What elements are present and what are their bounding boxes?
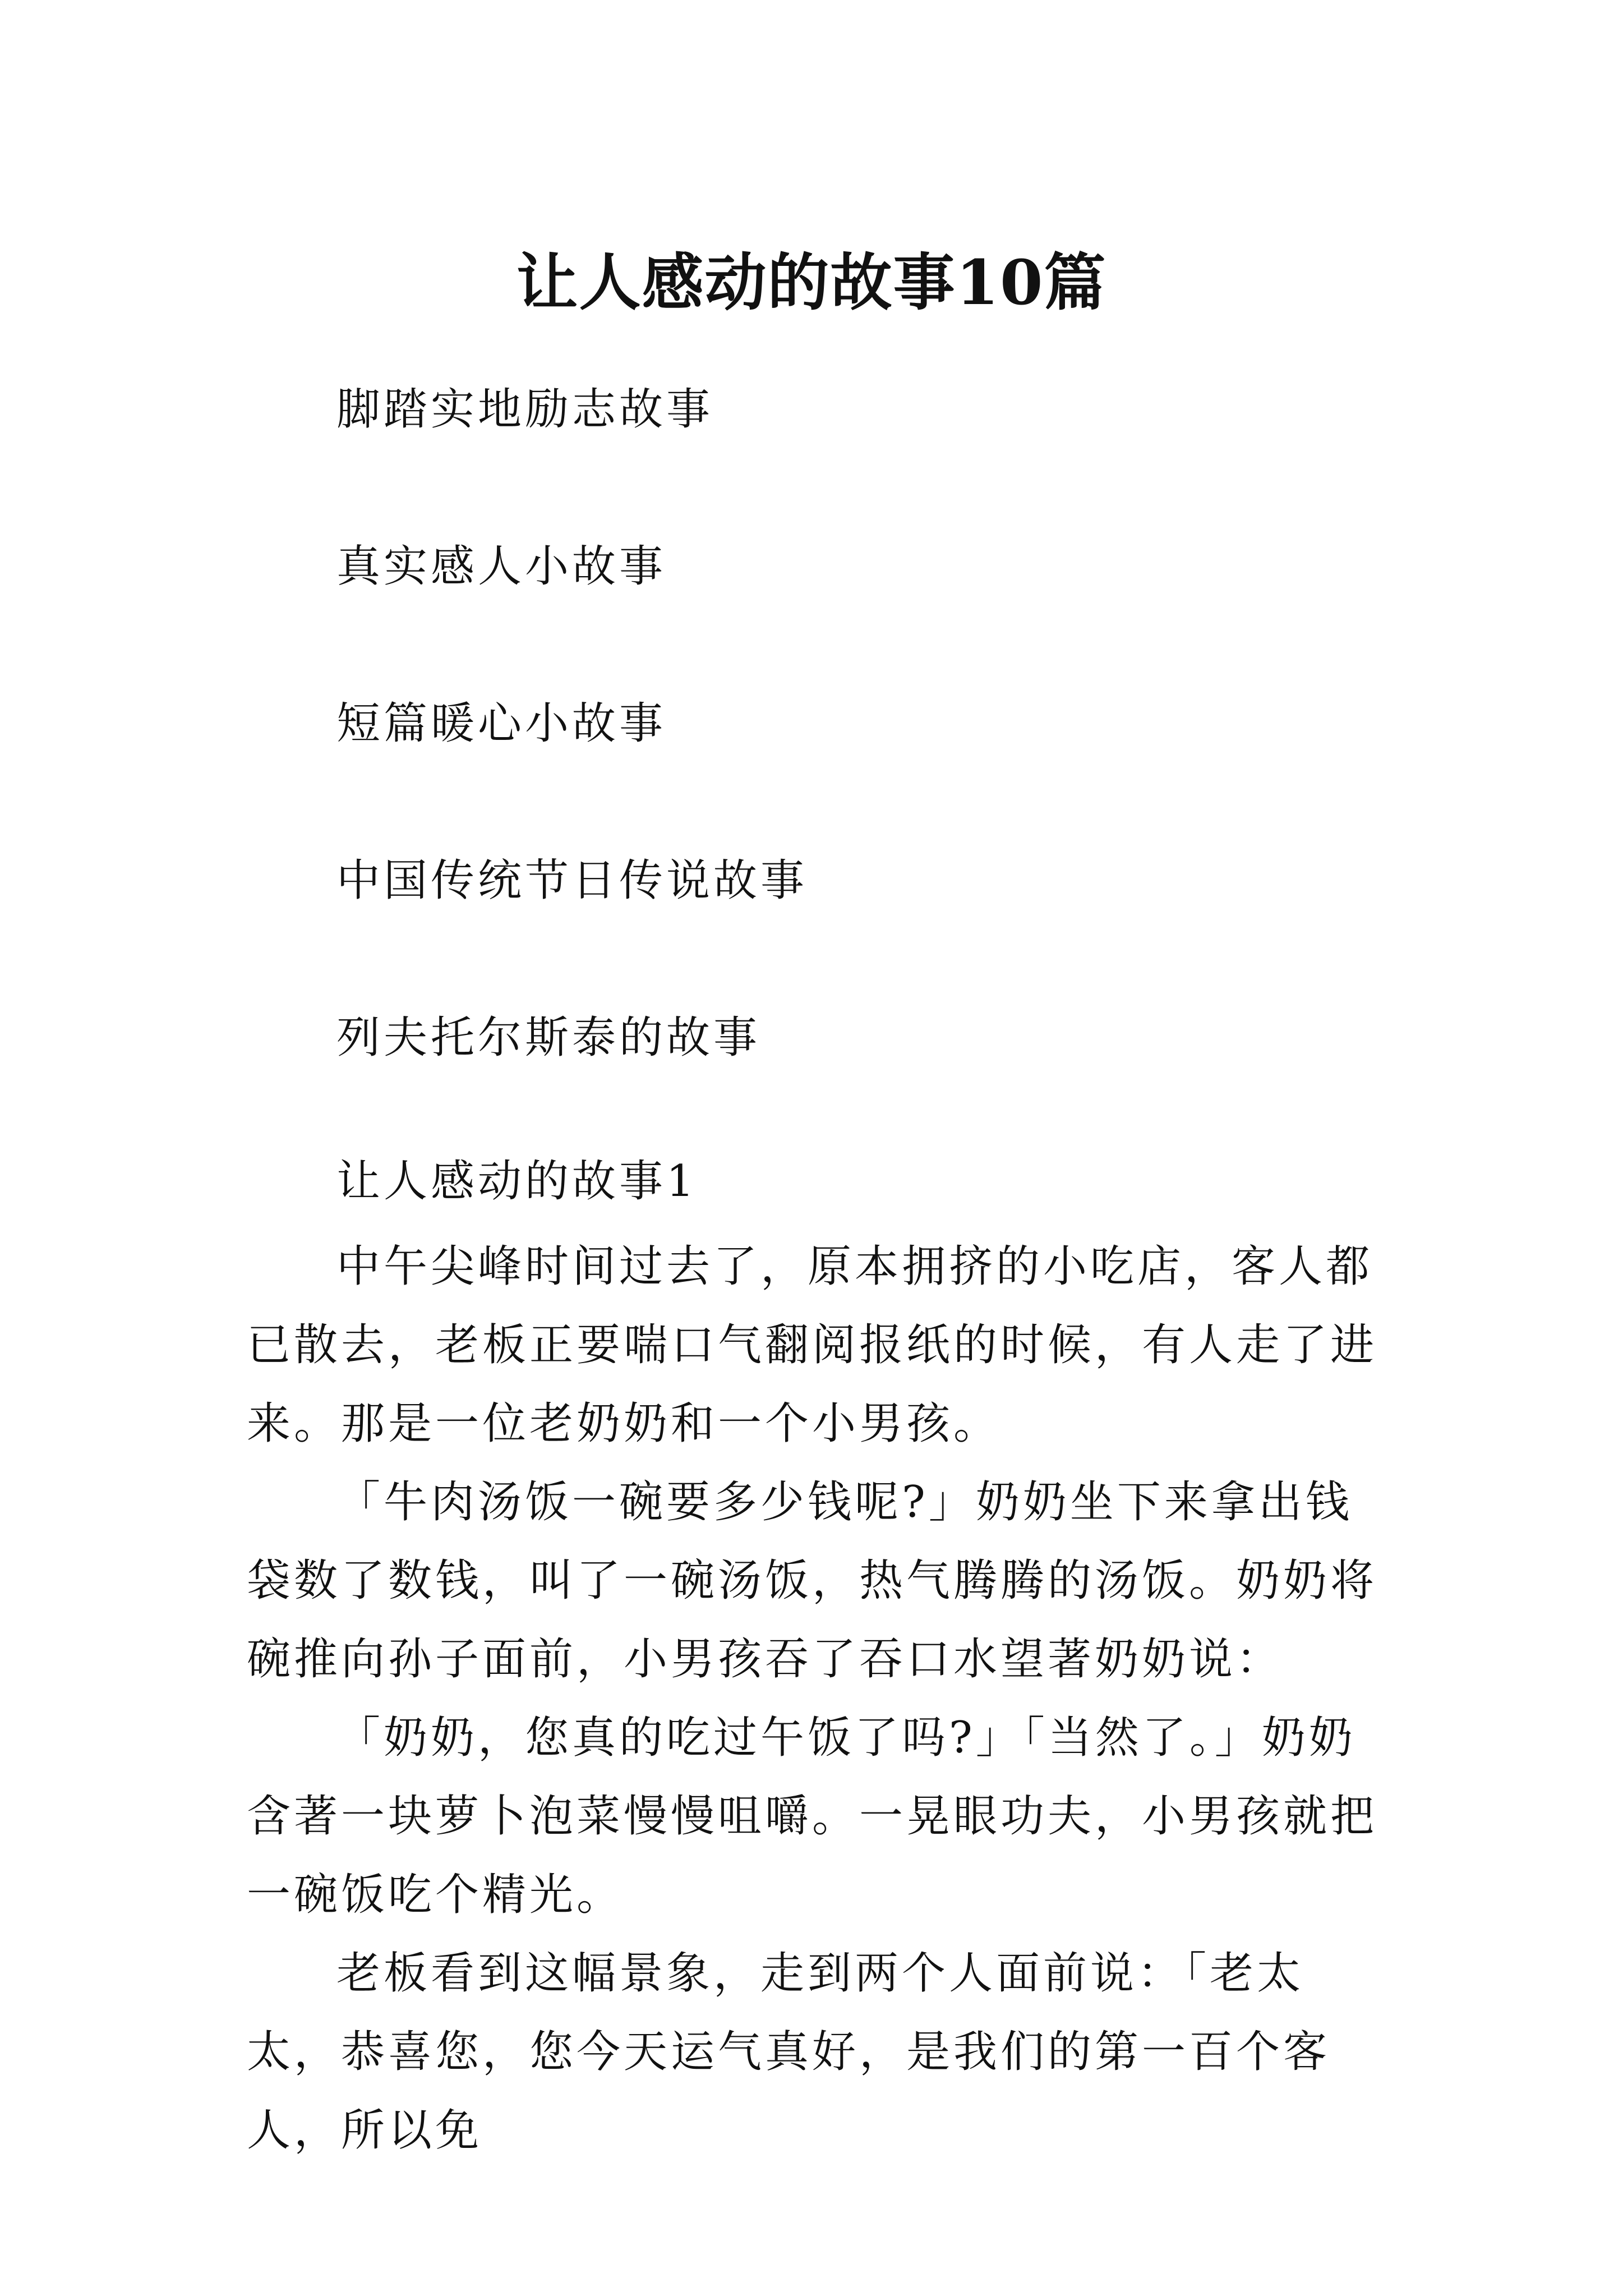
toc-item: 脚踏实地励志故事 xyxy=(336,384,714,435)
section-heading: 让人感动的故事1 xyxy=(336,1156,698,1207)
story-paragraph: 「牛肉汤饭一碗要多少钱呢?」奶奶坐下来拿出钱袋数了数钱，叫了一碗汤饭，热气腾腾的汤饭。奶奶将碗推向孙子面前，小男孩吞了吞口水望著奶奶说： xyxy=(247,1477,1378,1685)
toc-item: 真实感人小故事 xyxy=(336,541,667,592)
story-paragraph: 「奶奶，您真的吃过午饭了吗?」「当然了。」奶奶含著一块萝卜泡菜慢慢咀嚼。一晃眼功夫，小男孩就把一碗饭吃个精光。 xyxy=(247,1713,1378,1920)
toc-item: 列夫托尔斯泰的故事 xyxy=(336,1013,761,1063)
story-body xyxy=(247,1227,1391,2170)
story-paragraph: 中午尖峰时间过去了，原本拥挤的小吃店，客人都已散去，老板正要喘口气翻阅报纸的时候，有人走了进来。那是一位老奶奶和一个小男孩。 xyxy=(247,1241,1378,1449)
toc-item: 中国传统节日传说故事 xyxy=(336,855,808,906)
table-of-contents xyxy=(336,381,808,1167)
story-paragraph: 老板看到这幅景象，走到两个人面前说：「老太太，恭喜您，您今天运气真好，是我们的第一百个客人，所以免 xyxy=(247,1948,1331,2156)
toc-item: 短篇暖心小故事 xyxy=(336,698,667,749)
document-title: 让人感动的故事10篇 xyxy=(516,246,1107,319)
